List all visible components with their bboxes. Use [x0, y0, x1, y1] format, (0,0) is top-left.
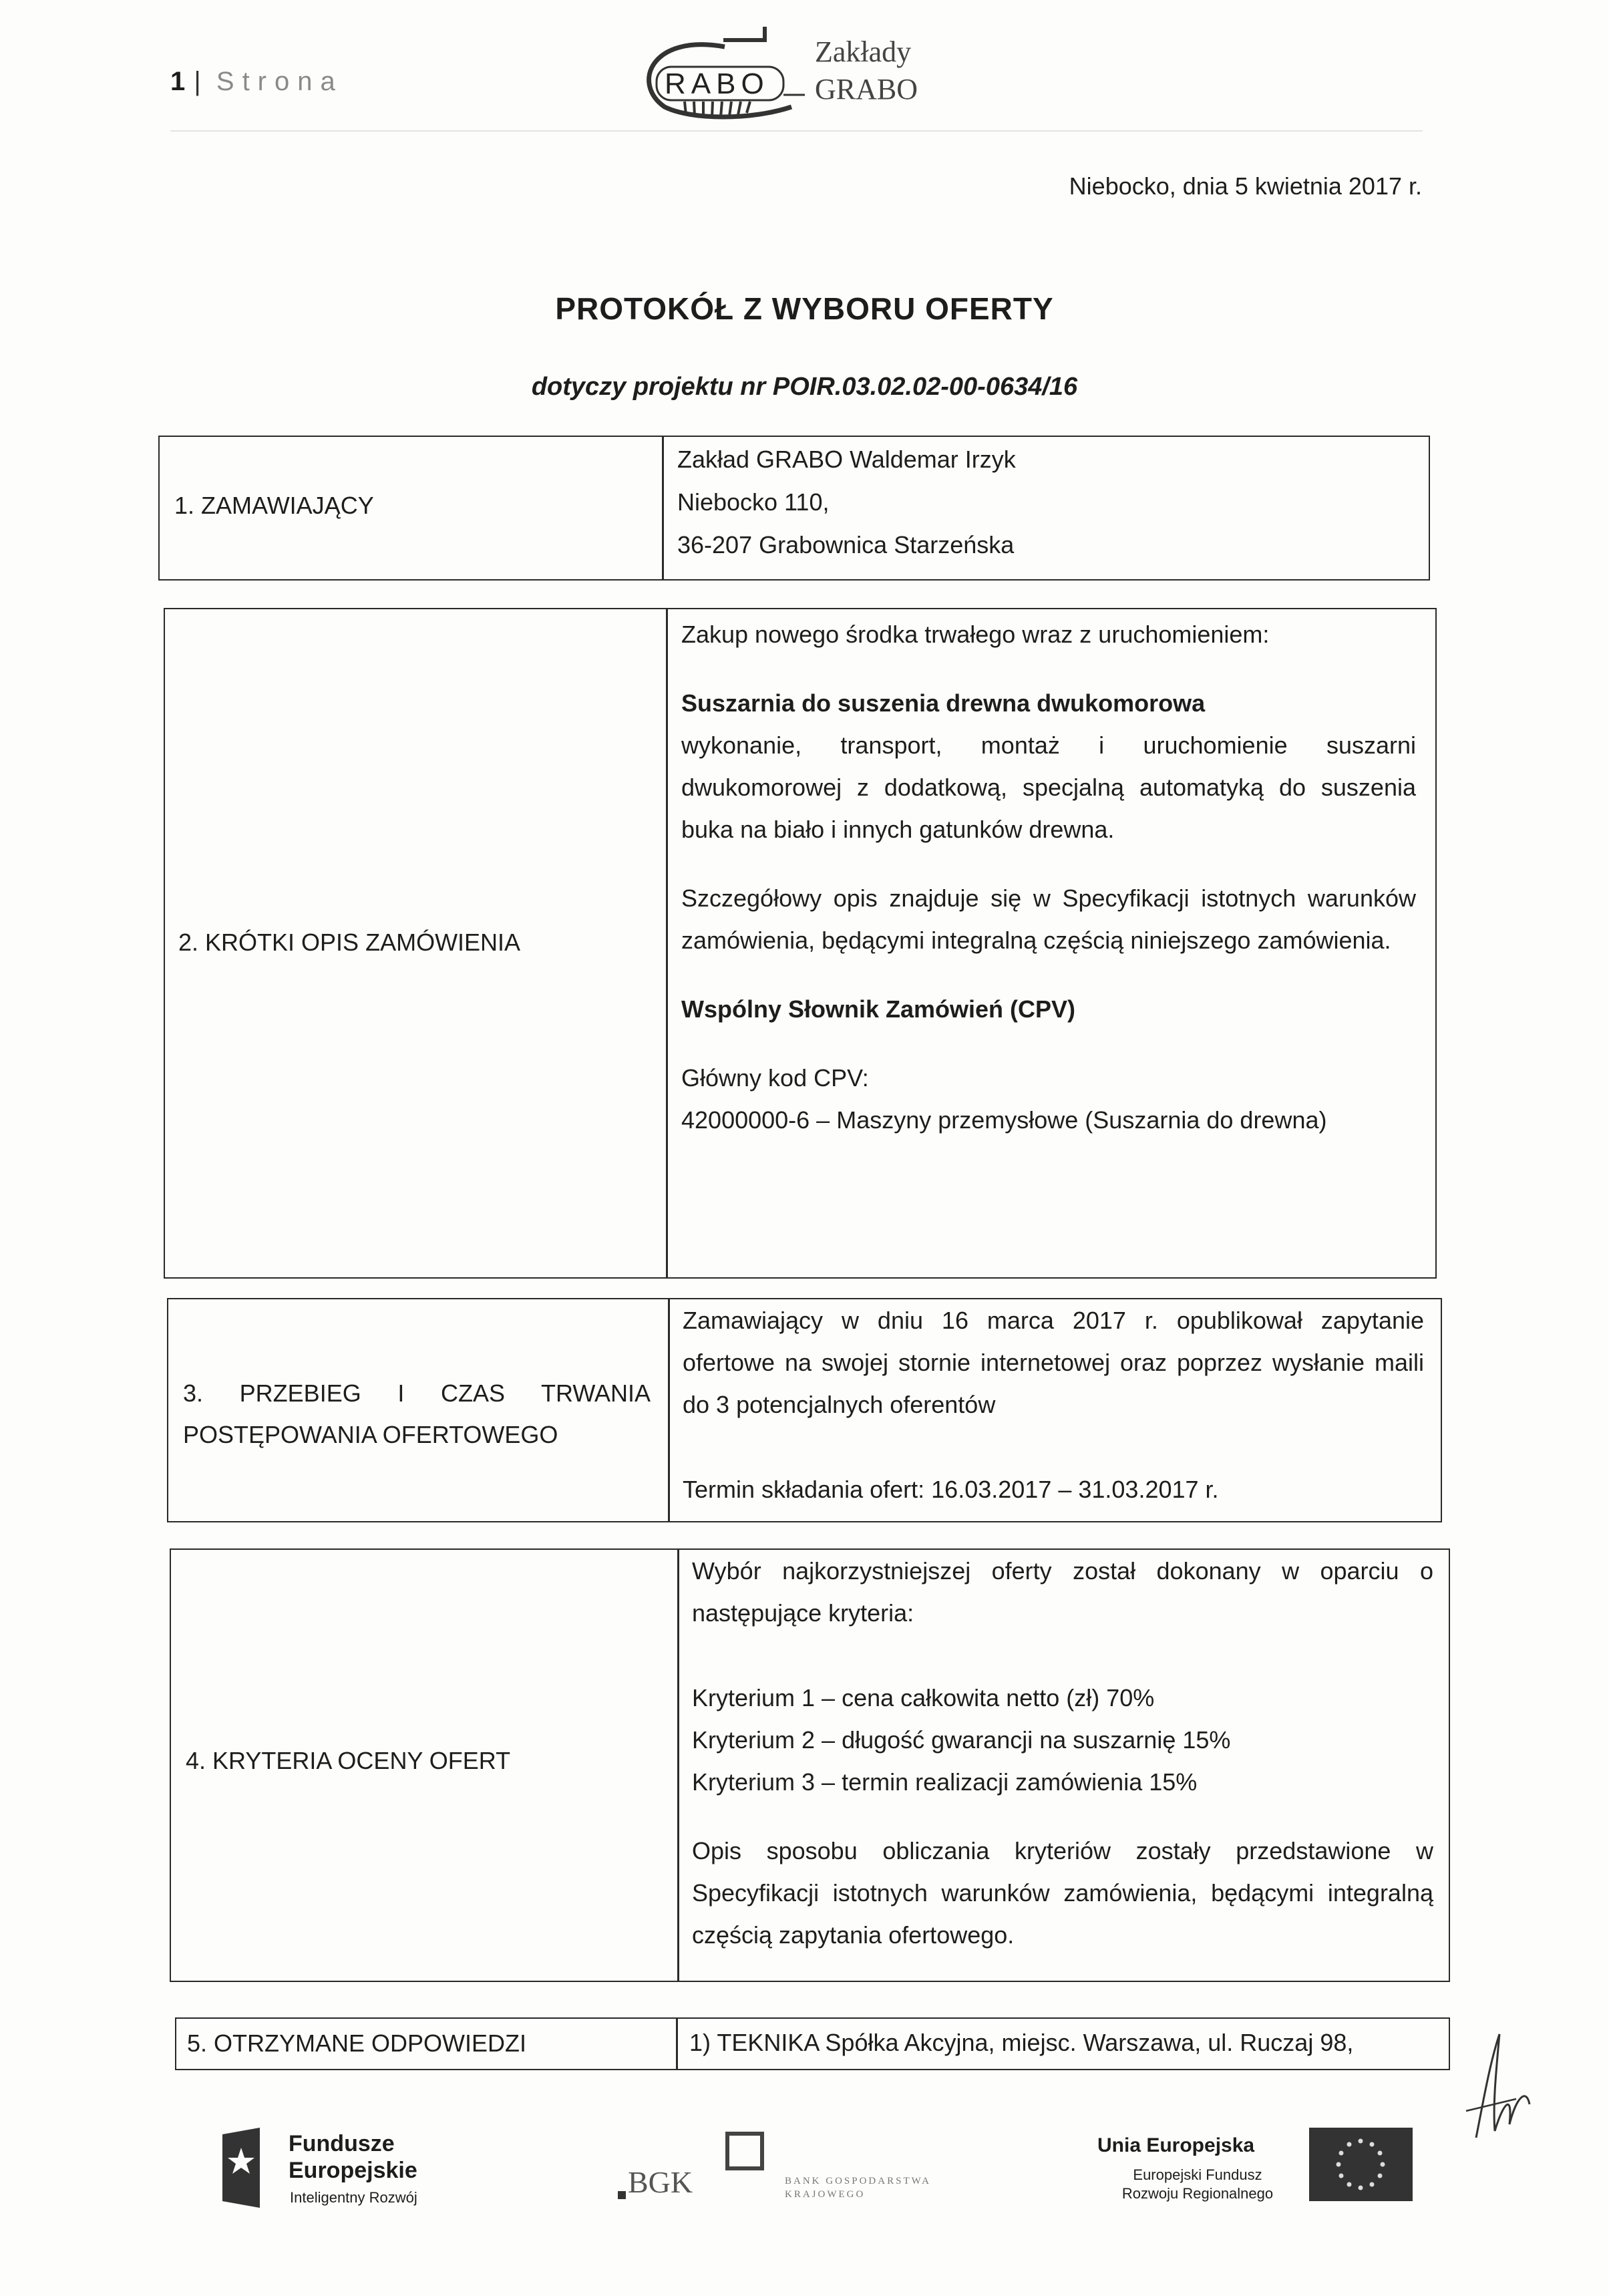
cpv-title: Wspólny Słownik Zamówień (CPV): [681, 995, 1076, 1023]
eu-flag-icon: [1309, 2128, 1413, 2201]
section-4-value: [692, 1550, 1433, 1956]
ue-title: Unia Europejska: [1097, 2134, 1255, 2156]
purchase-intro: Zakup nowego środka trwałego wraz z uruchomieniem:: [681, 621, 1270, 648]
grabo-logo: [624, 20, 972, 120]
page-word: Strona: [216, 67, 343, 96]
item-title: Suszarnia do suszenia drewna dwukomorowa: [681, 689, 1206, 717]
fe-line3: Inteligentny Rozwój: [290, 2189, 417, 2206]
bgk-name: BGK: [628, 2165, 693, 2199]
section-1-box: [158, 436, 1430, 581]
section-3-box: [167, 1298, 1442, 1522]
orderer-name: Zakład GRABO Waldemar Irzyk: [677, 446, 1016, 473]
bgk-line2: KRAJOWEGO: [785, 2189, 866, 2200]
logo-monogram: RABO: [665, 67, 769, 100]
document-date: Niebocko, dnia 5 kwietnia 2017 r.: [1069, 172, 1422, 200]
cpv-code: 42000000-6 – Maszyny przemysłowe (Suszarnia do drewna): [681, 1106, 1327, 1134]
logo-line1: Zakłady: [815, 35, 912, 68]
section-2-label: 2. KRÓTKI OPIS ZAMÓWIENIA: [178, 929, 521, 956]
section-2-box: [164, 608, 1437, 1279]
process-description: Zamawiający w dniu 16 marca 2017 r. opublikował zapytanie ofertowe na swojej stornie internetowej oraz poprzez wysłanie maili do 3 potencjalnych oferentów: [683, 1307, 1424, 1418]
bgk-dot: [618, 2191, 626, 2199]
page-number: 1: [170, 67, 186, 96]
section-1-value: [677, 438, 1016, 566]
orderer-city: 36-207 Grabownica Starzeńska: [677, 531, 1015, 558]
document-subtitle: dotyczy projektu nr POIR.03.02.02-00-0634/16: [531, 373, 1078, 401]
header-divider: [170, 130, 1423, 132]
section-5-label: 5. OTRZYMANE ODPOWIEDZI: [187, 2029, 527, 2057]
section-1-label: 1. ZAMAWIAJĄCY: [174, 492, 374, 519]
logo-line2: GRABO: [815, 73, 918, 106]
section-5-box: [175, 2017, 1450, 2070]
fe-icon: [217, 2128, 265, 2208]
ue-line2: Rozwoju Regionalnego: [1121, 2185, 1274, 2202]
section-3-label: 3. PRZEBIEG I CZAS TRWANIA POSTĘPOWANIA OFERTOWEGO: [183, 1379, 651, 1448]
fe-line1: Fundusze: [289, 2131, 395, 2156]
section-4-label: 4. KRYTERIA OCENY OFERT: [186, 1747, 511, 1774]
offer-deadline: Termin składania ofert: 16.03.2017 – 31.03.2017 r.: [683, 1476, 1219, 1503]
footer-logos: [0, 2104, 1609, 2238]
criterion-2: Kryterium 2 – długość gwarancji na suszarnię 15%: [692, 1726, 1231, 1754]
section-2-divider: [666, 609, 668, 1277]
document-title: PROTOKÓŁ Z WYBORU OFERTY: [555, 291, 1054, 326]
section-4-box: [170, 1548, 1450, 1982]
bgk-square-icon: [725, 2131, 765, 2171]
section-3-value: [683, 1299, 1424, 1510]
section-1-divider: [662, 437, 664, 579]
section-5-value: 1) TEKNIKA Spółka Akcyjna, miejsc. Warszawa, ul. Ruczaj 98,: [689, 2029, 1354, 2056]
orderer-street: Niebocko 110,: [677, 488, 830, 516]
fe-line2: Europejskie: [289, 2158, 417, 2183]
page-number-label: [170, 67, 343, 97]
section-3-divider: [668, 1299, 670, 1521]
spec-details: Szczegółowy opis znajduje się w Specyfikacji istotnych warunków zamówienia, będącymi integralną częścią niniejszego zamówienia.: [681, 884, 1416, 954]
page-separator: |: [194, 67, 202, 96]
cpv-label: Główny kod CPV:: [681, 1064, 869, 1092]
criterion-3: Kryterium 3 – termin realizacji zamówienia 15%: [692, 1768, 1198, 1796]
item-description: wykonanie, transport, montaż i uruchomienie suszarni dwukomorowej z dodatkową, specjalną automatyką do suszenia buka na biało i innych gatunków drewna.: [681, 731, 1416, 843]
section-2-value: [681, 613, 1416, 1141]
criterion-1: Kryterium 1 – cena całkowita netto (zł) 70%: [692, 1684, 1155, 1711]
section-5-divider: [676, 2019, 678, 2069]
ue-line1: Europejski Fundusz: [1133, 2166, 1262, 2183]
criteria-note: Opis sposobu obliczania kryteriów zostały przedstawione w Specyfikacji istotnych warunków zamówienia, będącymi integralną częścią zapytania ofertowego.: [692, 1837, 1433, 1949]
bgk-line1: BANK GOSPODARSTWA: [785, 2176, 931, 2186]
criteria-intro: Wybór najkorzystniejszej oferty został dokonany w oparciu o następujące kryteria:: [692, 1557, 1433, 1627]
section-4-divider: [677, 1550, 679, 1981]
